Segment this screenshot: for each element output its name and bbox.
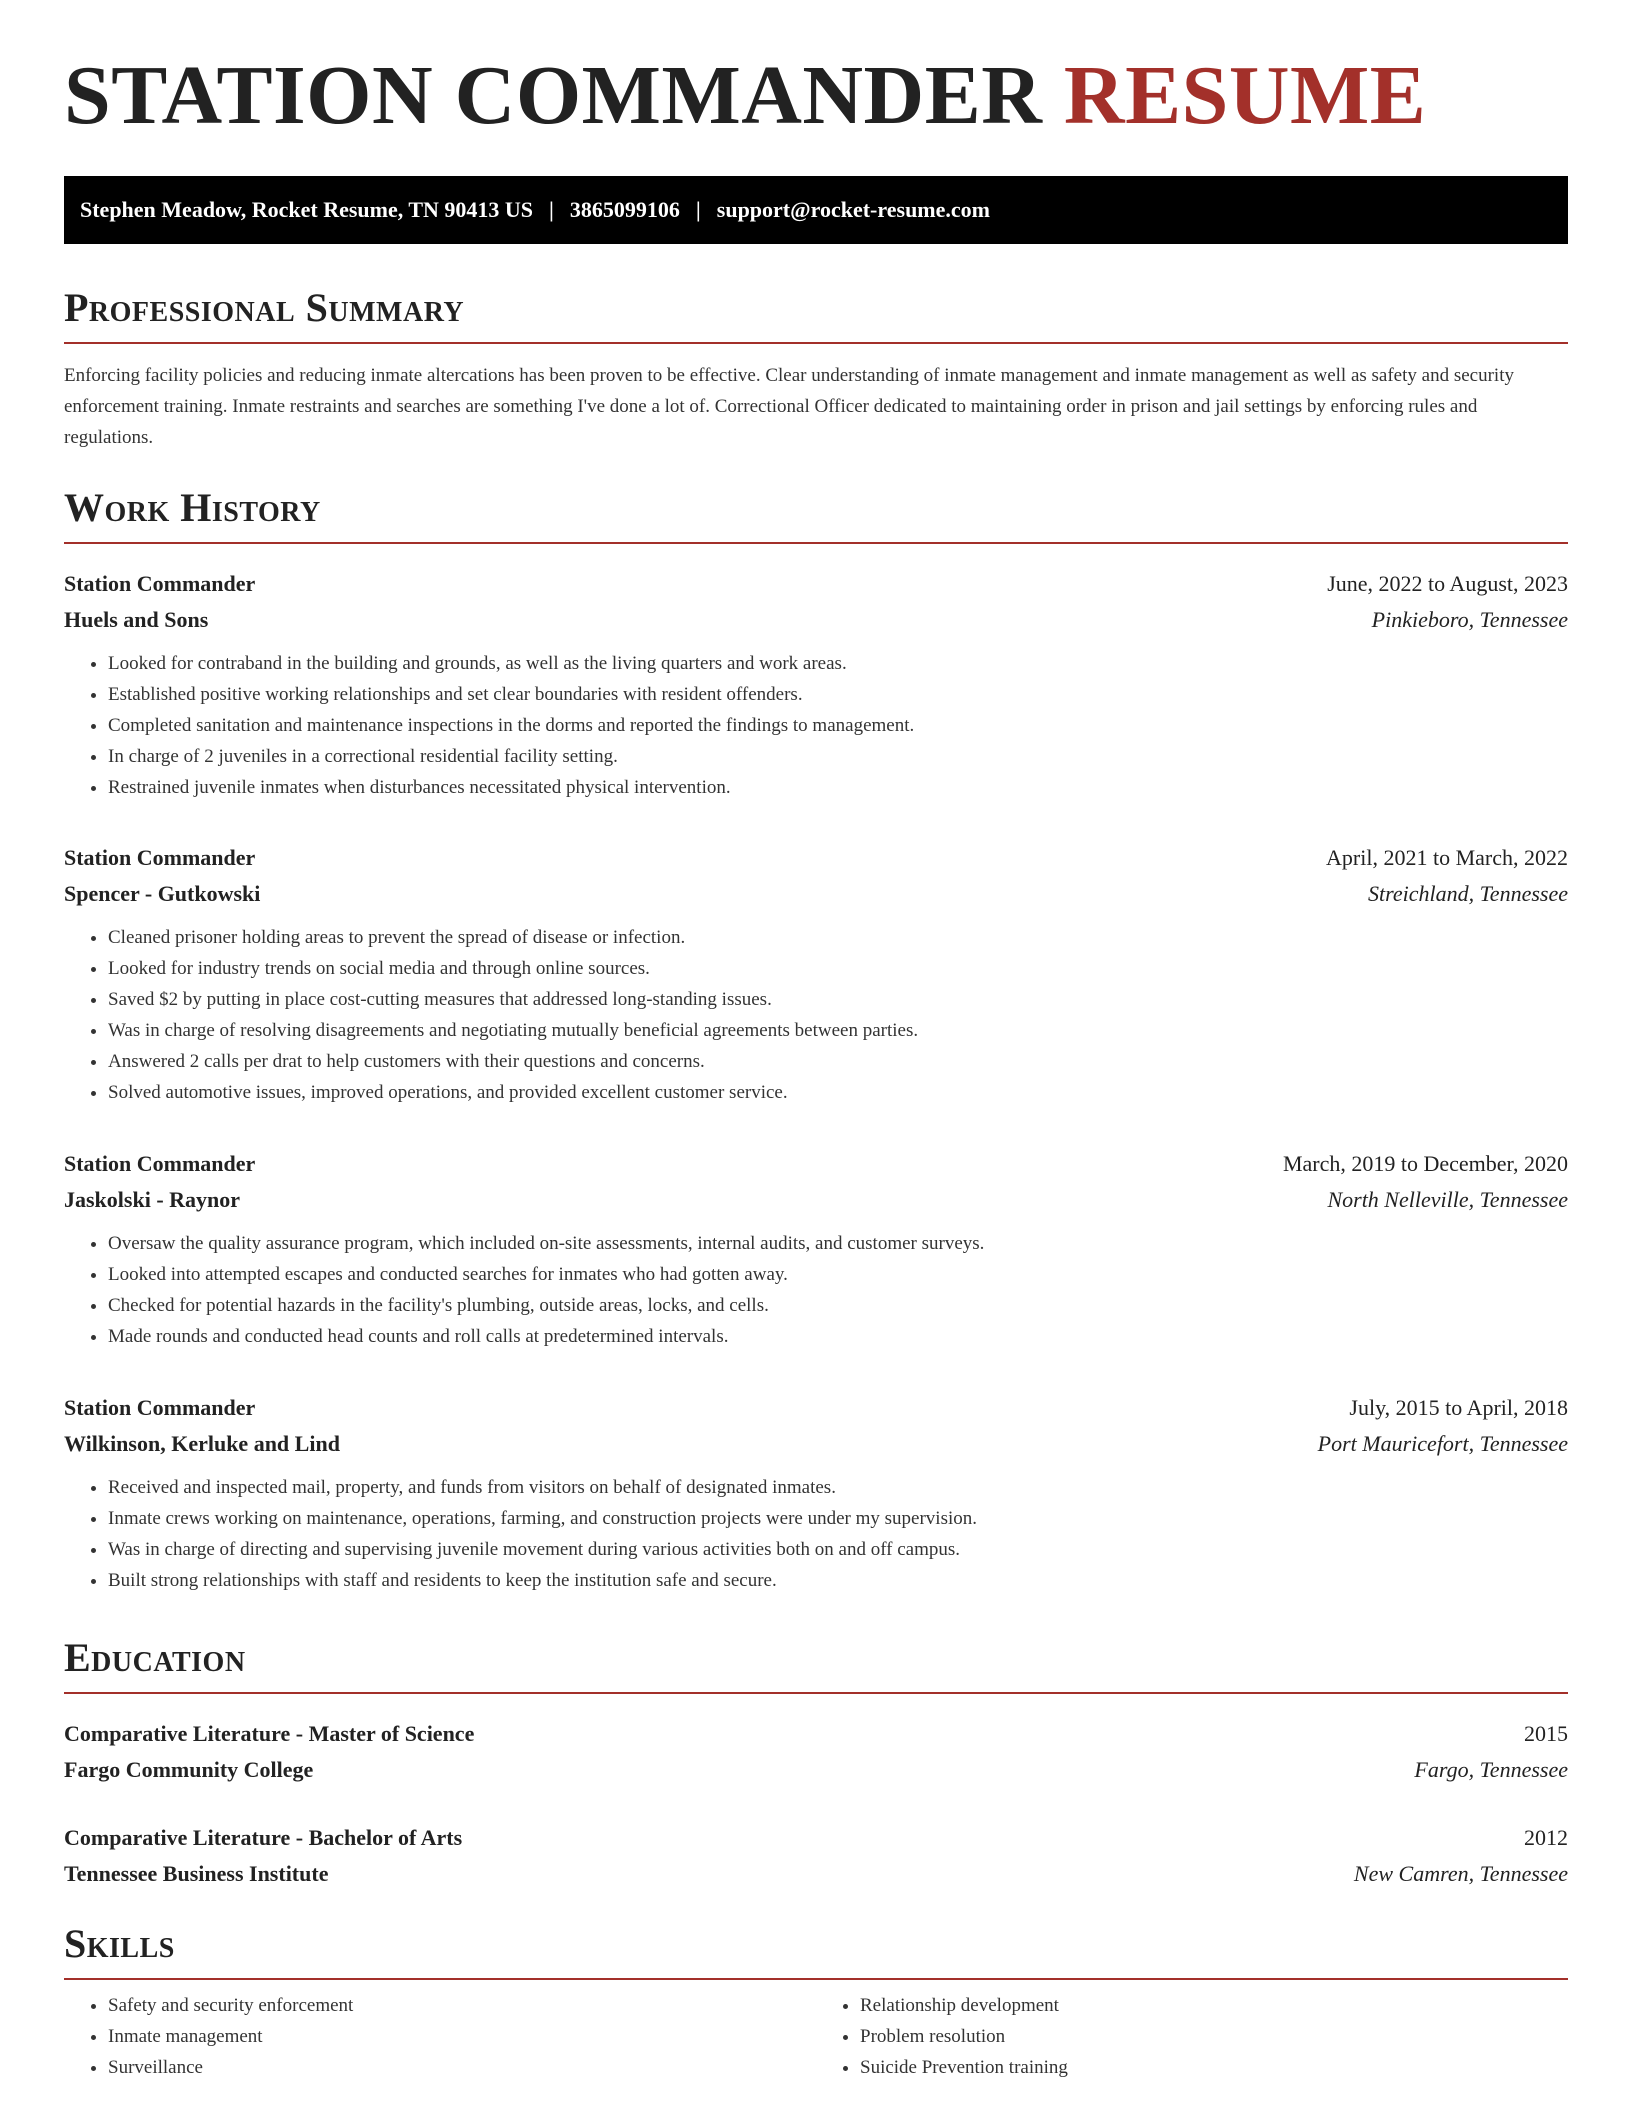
section-heading-work-history: Work History	[64, 485, 321, 530]
job-bullets	[64, 1228, 1568, 1352]
section-heading-skills: Skills	[64, 1921, 175, 1966]
job-location: Streichland, Tennessee	[1367, 881, 1568, 906]
work-history-section	[64, 485, 1568, 544]
contact-phone: 3865099106	[569, 197, 680, 222]
job-bullet: • Looked for contraband in the building and grounds, as well as the living quarters and work areas.	[108, 648, 1568, 679]
section-divider	[64, 542, 1568, 544]
education-entry	[64, 1716, 1568, 1788]
job-bullet: • Made rounds and conducted head counts and roll calls at predetermined intervals.	[108, 1321, 1568, 1352]
job-entry	[64, 1146, 1568, 1352]
resume-title	[64, 0, 1568, 142]
job-entry	[64, 1390, 1568, 1596]
job-dates: March, 2019 to December, 2020	[1282, 1151, 1568, 1176]
section-divider	[64, 342, 1568, 344]
job-company: Spencer - Gutkowski	[64, 881, 261, 906]
job-bullet: • Established positive working relationships and set clear boundaries with resident offenders.	[108, 679, 1568, 710]
contact-separator: |	[695, 197, 701, 222]
education-year: 2012	[1524, 1825, 1568, 1850]
skill-item: • Safety and security enforcement	[108, 1990, 816, 2021]
job-location: North Nelleville, Tennessee	[1327, 1187, 1568, 1212]
contact-address: Stephen Meadow, Rocket Resume, TN 90413 US	[80, 197, 534, 222]
job-title: Station Commander	[64, 1151, 256, 1176]
job-location: Port Mauricefort, Tennessee	[1317, 1431, 1568, 1456]
education-degree: Comparative Literature - Bachelor of Arts	[64, 1825, 463, 1850]
skill-item: • Inmate management	[108, 2021, 816, 2052]
skill-item: • Suicide Prevention training	[860, 2052, 1568, 2083]
education-school: Fargo Community College	[64, 1757, 314, 1782]
education-entry	[64, 1820, 1568, 1892]
job-title: Station Commander	[64, 845, 256, 870]
job-entry	[64, 566, 1568, 803]
job-bullet: • Inmate crews working on maintenance, operations, farming, and construction projects were under my supervision.	[108, 1503, 1568, 1534]
education-location: Fargo, Tennessee	[1414, 1757, 1568, 1782]
job-bullets	[64, 648, 1568, 803]
skills-list-right	[816, 1990, 1568, 2083]
job-bullet: • Received and inspected mail, property, and funds from visitors on behalf of designated inmates.	[108, 1472, 1568, 1503]
job-bullet: • Looked into attempted escapes and conducted searches for inmates who had gotten away.	[108, 1259, 1568, 1290]
job-bullet: • Answered 2 calls per drat to help customers with their questions and concerns.	[108, 1046, 1568, 1077]
skill-item: • Surveillance	[108, 2052, 816, 2083]
job-entry	[64, 840, 1568, 1108]
skill-item: • Relationship development	[860, 1990, 1568, 2021]
contact-email: support@rocket-resume.com	[716, 197, 990, 222]
education-section	[64, 1635, 1568, 1694]
job-dates: June, 2022 to August, 2023	[1327, 571, 1568, 596]
education-school: Tennessee Business Institute	[64, 1861, 329, 1886]
job-title: Station Commander	[64, 1395, 256, 1420]
job-bullet: • Checked for potential hazards in the facility's plumbing, outside areas, locks, and cells.	[108, 1290, 1568, 1321]
job-bullets	[64, 1472, 1568, 1596]
summary-section	[64, 285, 1568, 453]
job-bullet: • In charge of 2 juveniles in a correctional residential facility setting.	[108, 741, 1568, 772]
job-dates: July, 2015 to April, 2018	[1349, 1395, 1568, 1420]
job-company: Wilkinson, Kerluke and Lind	[64, 1431, 340, 1456]
job-location: Pinkieboro, Tennessee	[1371, 607, 1568, 632]
job-bullet: • Was in charge of directing and supervising juvenile movement during various activities both on and off campus.	[108, 1534, 1568, 1565]
job-bullet: • Cleaned prisoner holding areas to prevent the spread of disease or infection.	[108, 922, 1568, 953]
job-title: Station Commander	[64, 571, 256, 596]
job-bullets	[64, 922, 1568, 1108]
job-bullet: • Built strong relationships with staff and residents to keep the institution safe and secure.	[108, 1565, 1568, 1596]
job-bullet: • Was in charge of resolving disagreements and negotiating mutually beneficial agreements between parties.	[108, 1015, 1568, 1046]
skills-list-left	[64, 1990, 816, 2083]
job-bullet: • Restrained juvenile inmates when disturbances necessitated physical intervention.	[108, 772, 1568, 803]
job-bullet: • Saved $2 by putting in place cost-cutting measures that addressed long-standing issues.	[108, 984, 1568, 1015]
job-company: Huels and Sons	[64, 607, 209, 632]
skills-section	[64, 1921, 1568, 2083]
section-heading-summary: Professional Summary	[64, 285, 465, 330]
job-dates: April, 2021 to March, 2022	[1326, 845, 1568, 870]
job-bullet: • Solved automotive issues, improved operations, and provided excellent customer service.	[108, 1077, 1568, 1108]
job-bullet: • Looked for industry trends on social media and through online sources.	[108, 953, 1568, 984]
title-accent: RESUME	[1063, 49, 1427, 142]
skill-item: • Problem resolution	[860, 2021, 1568, 2052]
education-location: New Camren, Tennessee	[1353, 1861, 1568, 1886]
job-company: Jaskolski - Raynor	[64, 1187, 241, 1212]
contact-separator: |	[549, 197, 554, 222]
title-main: STATION COMMANDER	[64, 49, 1043, 142]
education-year: 2015	[1524, 1721, 1568, 1746]
section-divider	[64, 1692, 1568, 1694]
skills-columns	[64, 1980, 1568, 2083]
education-degree: Comparative Literature - Master of Science	[64, 1721, 475, 1746]
summary-text: Enforcing facility policies and reducing inmate altercations has been proven to be effective. Clear understanding of inmate management and inmate management as well as safety and security enforcement training. Inmate restraints and searches are something I've done a lot of. Correctional Officer dedicated to maintaining order in prison and jail settings by enforcing rules and regulations.	[64, 365, 1514, 448]
job-bullet: • Oversaw the quality assurance program, which included on-site assessments, internal audits, and customer surveys.	[108, 1228, 1568, 1259]
contact-bar	[64, 176, 1568, 244]
job-bullet: • Completed sanitation and maintenance inspections in the dorms and reported the findings to management.	[108, 710, 1568, 741]
section-heading-education: Education	[64, 1635, 246, 1680]
